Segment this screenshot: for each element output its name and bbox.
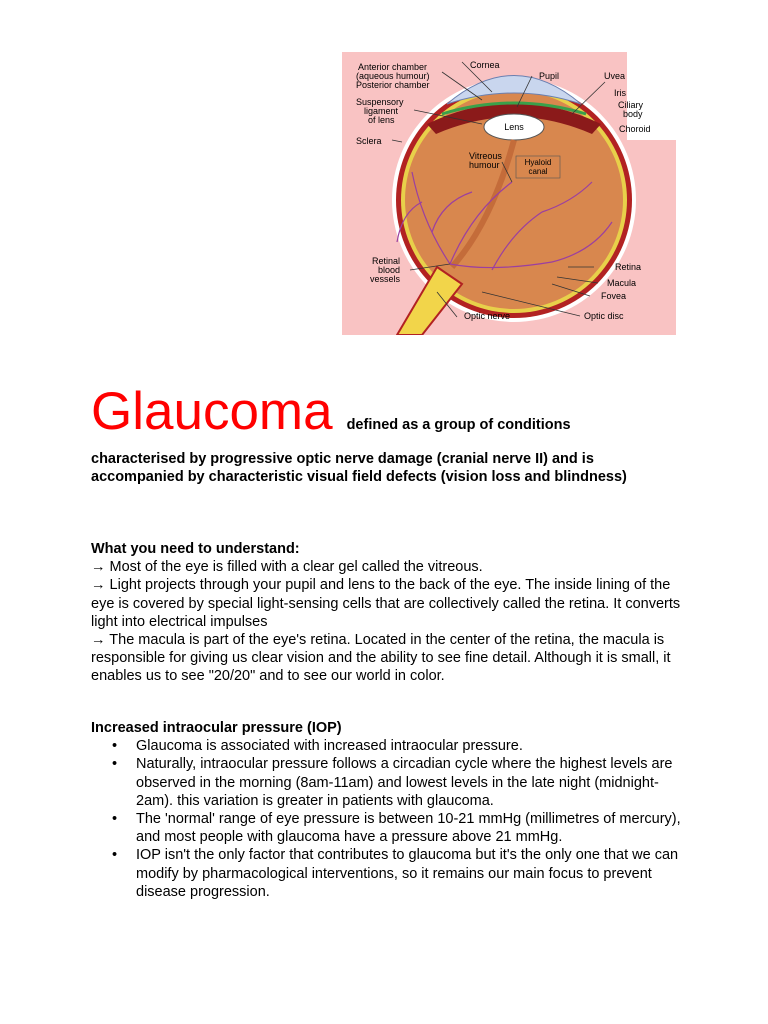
eye-anatomy-diagram <box>342 52 676 335</box>
label-vessels: vessels <box>370 274 401 284</box>
label-iris: Iris <box>614 88 626 98</box>
label-optic-nerve: Optic nerve <box>464 311 511 321</box>
iop-section <box>91 719 681 901</box>
label-sclera: Sclera <box>356 136 382 146</box>
page-title: Glaucoma <box>91 382 333 441</box>
bullet-icon: • <box>112 738 118 755</box>
label-fovea: Fovea <box>601 291 627 301</box>
label-posterior-chamber: Posterior chamber <box>356 80 430 90</box>
understand-point <box>91 558 681 576</box>
label-ligament: ligament <box>364 106 399 116</box>
label-pupil: Pupil <box>539 71 560 81</box>
understand-point <box>91 631 681 686</box>
list-item <box>112 755 681 810</box>
bullet-icon: • <box>112 847 118 864</box>
list-item-text: IOP isn't the only factor that contributes to glaucoma but it's the only one that we can modify by pharmacological interventions, so it remains our main focus to prevent disease progression. <box>136 847 679 900</box>
label-ciliary: Ciliary <box>618 100 644 110</box>
understand-section <box>91 540 681 686</box>
label-aqueous-humour: (aqueous humour) <box>356 71 430 81</box>
list-item-text: The 'normal' range of eye pressure is between 10-21 mmHg (millimetres of mercury), and most people with glaucoma have a pressure above 21 mmHg. <box>136 811 681 846</box>
list-item <box>112 737 681 755</box>
arrow-icon: → <box>91 632 106 649</box>
iop-list <box>91 737 681 901</box>
list-item-text: Naturally, intraocular pressure follows a circadian cycle where the highest levels are observed in the morning (8am-11am) and lowest levels in the late night (midnight-2am). this variation is greater in patients with glaucoma. <box>136 756 673 809</box>
definition-text: characterised by progressive optic nerve damage (cranial nerve II) and is accompanied by characteristic visual field defects (vision loss and blindness) <box>91 451 627 485</box>
arrow-icon: → <box>91 577 106 594</box>
understand-heading: What you need to understand: <box>91 541 300 557</box>
label-choroid: Choroid <box>619 124 651 134</box>
label-of-lens: of lens <box>368 115 395 125</box>
label-canal: canal <box>528 167 548 176</box>
label-cornea: Cornea <box>470 60 500 70</box>
list-item-text: Glaucoma is associated with increased intraocular pressure. <box>136 738 523 755</box>
bullet-icon: • <box>112 811 118 828</box>
arrow-icon: → <box>91 559 106 576</box>
label-anterior-chamber: Anterior chamber <box>358 62 428 72</box>
label-body: body <box>623 109 643 119</box>
title-line <box>91 381 571 442</box>
label-optic-disc: Optic disc <box>584 311 624 321</box>
label-macula: Macula <box>607 278 637 288</box>
label-blood: blood <box>378 265 401 275</box>
label-uvea: Uvea <box>604 71 626 81</box>
understand-point-text: Most of the eye is filled with a clear gel called the vitreous. <box>109 559 483 576</box>
label-suspensory: Suspensory <box>356 97 404 107</box>
label-hyaloid: Hyaloid <box>524 158 552 167</box>
label-humour: humour <box>469 160 500 170</box>
title-tail-text: defined as a group of conditions <box>346 417 571 433</box>
label-retinal: Retinal <box>372 256 401 266</box>
label-retina: Retina <box>615 262 642 272</box>
understand-point-text: Light projects through your pupil and lens to the back of the eye. The inside lining of the eye is covered by special light-sensing cells that are collectively called the retina. It converts light into electrical impulses <box>91 577 681 630</box>
understand-point-text: The macula is part of the eye's retina. Located in the center of the retina, the macula is responsible for giving us clear vision and the ability to see fine detail. Although it is small, it enables us to see "20/20" and to see our world in color. <box>91 632 671 685</box>
label-vitreous: Vitreous <box>469 151 502 161</box>
bullet-icon: • <box>112 756 118 773</box>
list-item <box>112 846 681 901</box>
iop-heading: Increased intraocular pressure (IOP) <box>91 720 342 736</box>
understand-point <box>91 576 681 631</box>
list-item <box>112 810 681 846</box>
label-lens: Lens <box>504 122 524 132</box>
